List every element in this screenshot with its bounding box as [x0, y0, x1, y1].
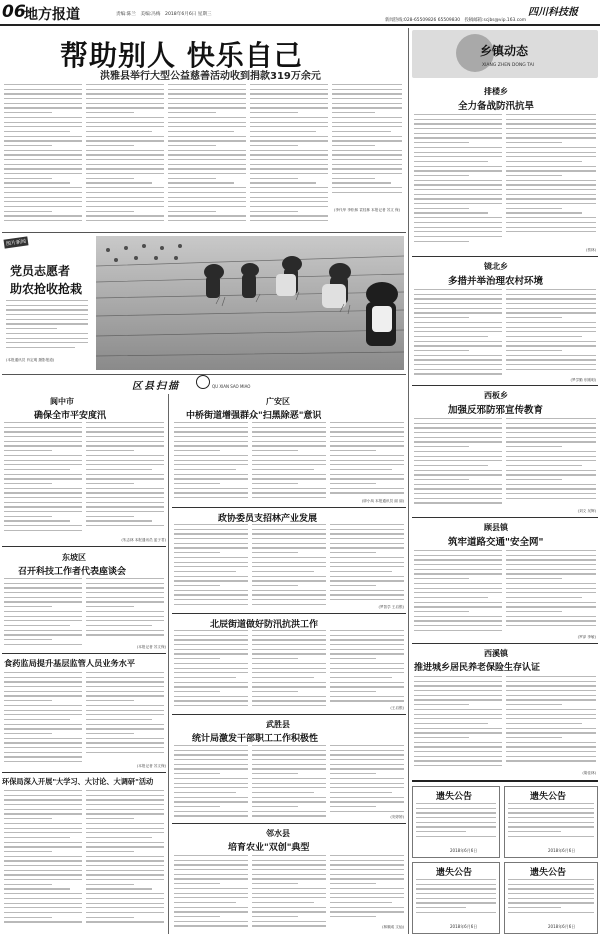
- notice-body: [508, 803, 594, 841]
- masthead-logo: 四川科技报: [528, 7, 578, 18]
- guangan-place: 广安区: [266, 397, 290, 406]
- langzhong-body-1: [4, 422, 82, 542]
- gov-byline: (罗智学 王启银): [378, 605, 404, 609]
- notice-date: 2018年6月6日: [548, 924, 576, 929]
- beiyu-title: 北辰街道做好防汛抗洪工作: [210, 620, 319, 630]
- lead-body-col4: [250, 84, 328, 232]
- farm-photo-image: [96, 236, 404, 370]
- photo-story-title-2: 助农抢收抢栽: [10, 282, 83, 296]
- paishou-title: 全力备战防汛抗旱: [458, 101, 535, 112]
- langzhong-title: 确保全市平安度汛: [34, 411, 107, 421]
- qiyan-body-2: [506, 289, 596, 377]
- divider: [2, 653, 166, 654]
- yingshan-body-3: [330, 855, 404, 923]
- photo-news-tag: 图片新闻: [3, 236, 28, 248]
- guyuan-body-1: [414, 550, 502, 640]
- photo-caption: (本报通讯员 肖定明 摄影报道): [6, 358, 55, 362]
- farm-photo: [96, 236, 404, 370]
- qiyan-byline: (罗学勤 东刚明): [570, 378, 596, 382]
- column-rule: [168, 394, 169, 934]
- food-body-2: [86, 672, 164, 762]
- paishou-place: 排楼乡: [484, 87, 508, 96]
- wusheng-byline: (安婷婷): [390, 815, 404, 819]
- notice-body: [416, 803, 496, 841]
- gov-body-2: [252, 524, 326, 610]
- magnifier-icon: [196, 375, 210, 389]
- yingshan-place: 邻水县: [266, 829, 290, 838]
- lead-body-col3: [168, 84, 246, 232]
- xibanxiang-place: 西板乡: [484, 391, 508, 400]
- header-rule: [0, 24, 600, 26]
- beiyu-body-2: [252, 630, 326, 710]
- langzhong-body-2: [86, 422, 164, 536]
- xixi-body-1: [414, 676, 502, 776]
- qiyan-place: 镜北乡: [484, 262, 508, 271]
- xibanxiang-title: 加强反邪防邪宣传教育: [448, 405, 544, 416]
- page-header: [0, 0, 600, 26]
- township-title: 乡镇动态: [480, 44, 529, 58]
- section-title: 地方报道: [24, 7, 80, 23]
- divider: [412, 256, 598, 257]
- env-body-1: [4, 790, 82, 932]
- divider: [172, 823, 406, 824]
- divider: [412, 643, 598, 644]
- food-byline: (本报记者 苏文保): [136, 764, 166, 768]
- xibanxiang-byline: (刘文 吴辉): [577, 509, 596, 513]
- food-title: 食药监局提升基层监管人员业务水平: [4, 658, 136, 668]
- lead-body-col5: [332, 84, 402, 204]
- xixi-byline: (胡佳林): [582, 771, 596, 775]
- lead-body-col2: [86, 84, 164, 232]
- wusheng-place: 武胜县: [266, 720, 290, 729]
- xibanxiang-body-1: [414, 418, 502, 514]
- beiyu-body-3: [330, 630, 404, 704]
- env-body-2: [86, 790, 164, 932]
- header-meta: 责编:陈兰 美编:冯梅 2018年6月6日 星期三: [116, 12, 212, 17]
- guyuan-byline: (罗泽 李敏): [577, 635, 596, 639]
- guyuan-title: 筑牢道路交通"安全网": [448, 537, 544, 548]
- notice-title: 遗失公告: [530, 792, 567, 802]
- header-contact: 新闻热线:028-65509826 65509830 投稿邮箱:scjbs@vip.163.com: [385, 18, 527, 23]
- xixi-place: 西溪镇: [484, 649, 508, 658]
- notice-title: 遗失公告: [436, 868, 473, 878]
- notice-body: [508, 879, 594, 917]
- county-scan-logo: 区县扫描: [132, 381, 180, 392]
- wusheng-body-1: [174, 745, 248, 819]
- dongpo-byline: (本报记者 苏文保): [136, 645, 166, 649]
- xibanxiang-body-2: [506, 418, 596, 508]
- divider: [412, 780, 598, 782]
- guyuan-place: 顾县镇: [484, 523, 508, 532]
- divider: [172, 613, 406, 614]
- guangan-body-2: [252, 422, 326, 504]
- dongpo-body-2: [86, 578, 164, 644]
- paishou-body-2: [506, 114, 596, 246]
- qiyan-body-1: [414, 289, 502, 383]
- yingshan-title: 培育农业"双创"典型: [228, 843, 310, 853]
- lead-body-col1: [4, 84, 82, 232]
- dongpo-title: 召开科技工作者代表座谈会: [18, 567, 127, 577]
- divider: [2, 772, 166, 773]
- notice-body: [416, 879, 496, 917]
- guyuan-body-2: [506, 550, 596, 634]
- gov-title: 政协委员支招林产业发展: [218, 514, 318, 524]
- photo-story-text: [6, 300, 88, 354]
- yingshan-body-1: [174, 855, 248, 931]
- xixi-body-2: [506, 676, 596, 770]
- lead-byline: (李代华 李松林 袁桂林 本报记者 苏文 保): [334, 208, 401, 212]
- qiyan-title: 多措并举治理农村环境: [448, 276, 544, 287]
- notice-date: 2018年6月6日: [450, 848, 478, 853]
- env-title: 环保局深入开展"大学习、大讨论、大调研"活动: [2, 777, 154, 786]
- gov-body-3: [330, 524, 404, 604]
- notice-title: 遗失公告: [530, 868, 567, 878]
- paishou-byline: (蔡林): [586, 248, 596, 252]
- divider: [412, 385, 598, 386]
- langzhong-byline: (朱志林 本报通讯员 蓝子君): [121, 538, 166, 542]
- yingshan-body-2: [252, 855, 326, 931]
- yingshan-byline: (林顺成 文灿): [382, 925, 404, 929]
- lead-subhead: 洪雅县举行大型公益慈善活动收到捐款319万余元: [100, 71, 321, 82]
- dongpo-place: 东坡区: [62, 553, 86, 562]
- paishou-body-1: [414, 114, 502, 254]
- guangan-title: 中桥街道增强群众"扫黑除恶"意识: [186, 411, 322, 421]
- wusheng-title: 统计局激发干部职工工作积极性: [192, 734, 319, 744]
- food-body-1: [4, 672, 82, 768]
- county-scan-pinyin: QU XIAN SAO MIAO: [212, 384, 251, 389]
- guangan-byline: (廖小凤 本报通讯员 丽 丽): [361, 499, 404, 503]
- notice-title: 遗失公告: [436, 792, 473, 802]
- divider: [2, 546, 166, 547]
- lead-headline: 帮助别人 快乐自己: [60, 39, 303, 72]
- divider: [412, 517, 598, 518]
- page-number: 06: [2, 2, 26, 22]
- dongpo-body-1: [4, 578, 82, 650]
- xixi-title: 推进城乡居民养老保险生存认证: [414, 663, 541, 673]
- beiyu-byline: (王启银): [390, 706, 404, 710]
- divider: [172, 714, 406, 715]
- notice-date: 2018年6月6日: [450, 924, 478, 929]
- divider: [172, 507, 406, 508]
- column-rule: [408, 28, 409, 934]
- notice-date: 2018年6月6日: [548, 848, 576, 853]
- gov-body-1: [174, 524, 248, 610]
- township-pinyin: XIANG ZHEN DONG TAI: [482, 63, 534, 68]
- guangan-body-1: [174, 422, 248, 504]
- beiyu-body-1: [174, 630, 248, 710]
- wusheng-body-3: [330, 745, 404, 813]
- guangan-body-3: [330, 422, 404, 498]
- wusheng-body-2: [252, 745, 326, 819]
- photo-story-title-1: 党员志愿者: [10, 264, 71, 278]
- langzhong-place: 阆中市: [50, 397, 74, 406]
